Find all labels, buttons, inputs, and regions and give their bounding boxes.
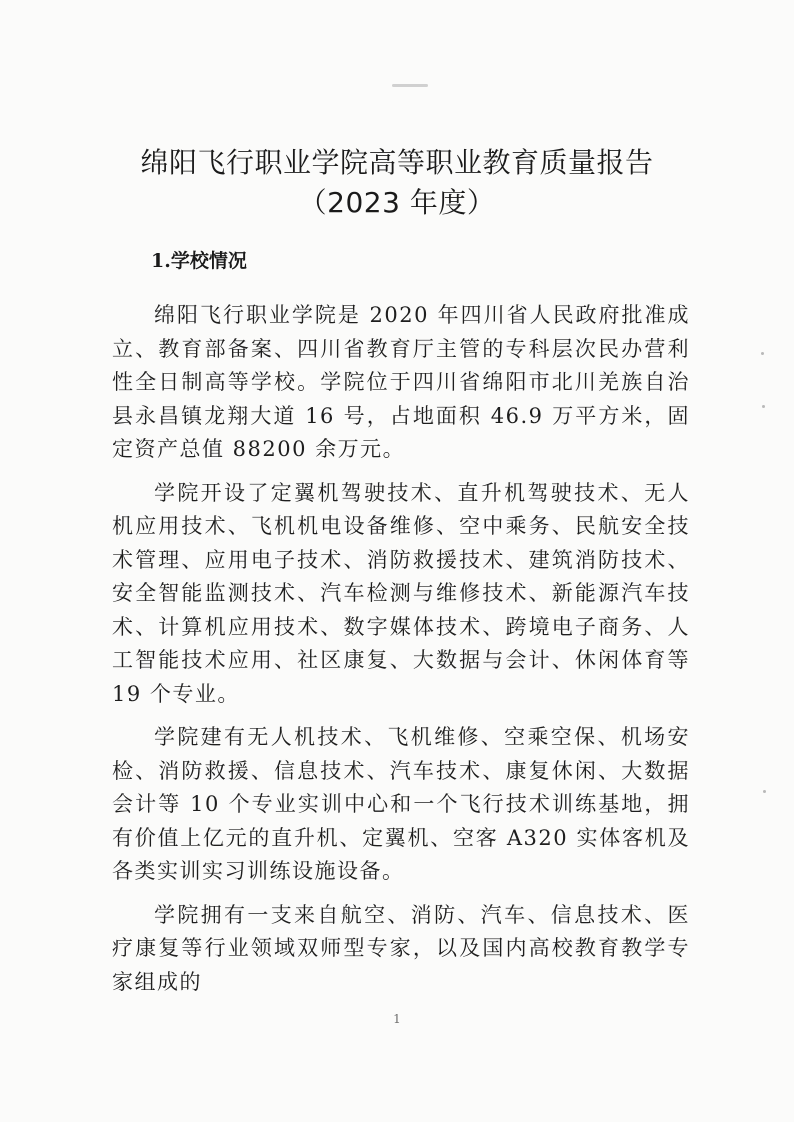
title-line-1: 绵阳飞行职业学院高等职业教育质量报告 xyxy=(140,146,654,179)
section-heading: 1.学校情况 xyxy=(151,250,247,272)
scan-mark xyxy=(392,84,428,87)
paragraph-2: 学院开设了定翼机驾驶技术、直升机驾驶技术、无人机应用技术、飞机机电设备维修、空中乘务、民航安全技术管理、应用电子技术、消防救援技术、建筑消防技术、安全智能监测技术、汽车检测与维修技术、新能源汽车技术、计算机应用技术、数字媒体技术、跨境电子商务、人工智能技术应用、社区康复、大数据与会计、休闲体育等 19 个专业。 xyxy=(112,480,690,706)
title-line-2: （2023 年度） xyxy=(298,186,496,219)
paragraph-1: 绵阳飞行职业学院是 2020 年四川省人民政府批准成立、教育部备案、四川省教育厅主管的专科层次民办营利性全日制高等学校。学院位于四川省绵阳市北川羌族自治县永昌镇龙翔大道 16 号，占地面积 46.9 万平方米，固定资产总值 88200 余万元。 xyxy=(112,303,690,461)
scan-speck xyxy=(763,790,766,793)
document-title xyxy=(0,143,794,223)
scan-speck xyxy=(762,405,765,408)
body-text xyxy=(112,299,690,1009)
scan-speck xyxy=(761,352,764,355)
paragraph-3: 学院建有无人机技术、飞机维修、空乘空保、机场安检、消防救援、信息技术、汽车技术、康复休闲、大数据会计等 10 个专业实训中心和一个飞行技术训练基地，拥有价值上亿元的直升机、定翼机、空客 A320 实体客机及各类实训实习训练设施设备。 xyxy=(112,725,690,883)
page-number: 1 xyxy=(393,1012,401,1026)
paragraph-4: 学院拥有一支来自航空、消防、汽车、信息技术、医疗康复等行业领域双师型专家，以及国内高校教育教学专家组成的 xyxy=(112,902,690,994)
